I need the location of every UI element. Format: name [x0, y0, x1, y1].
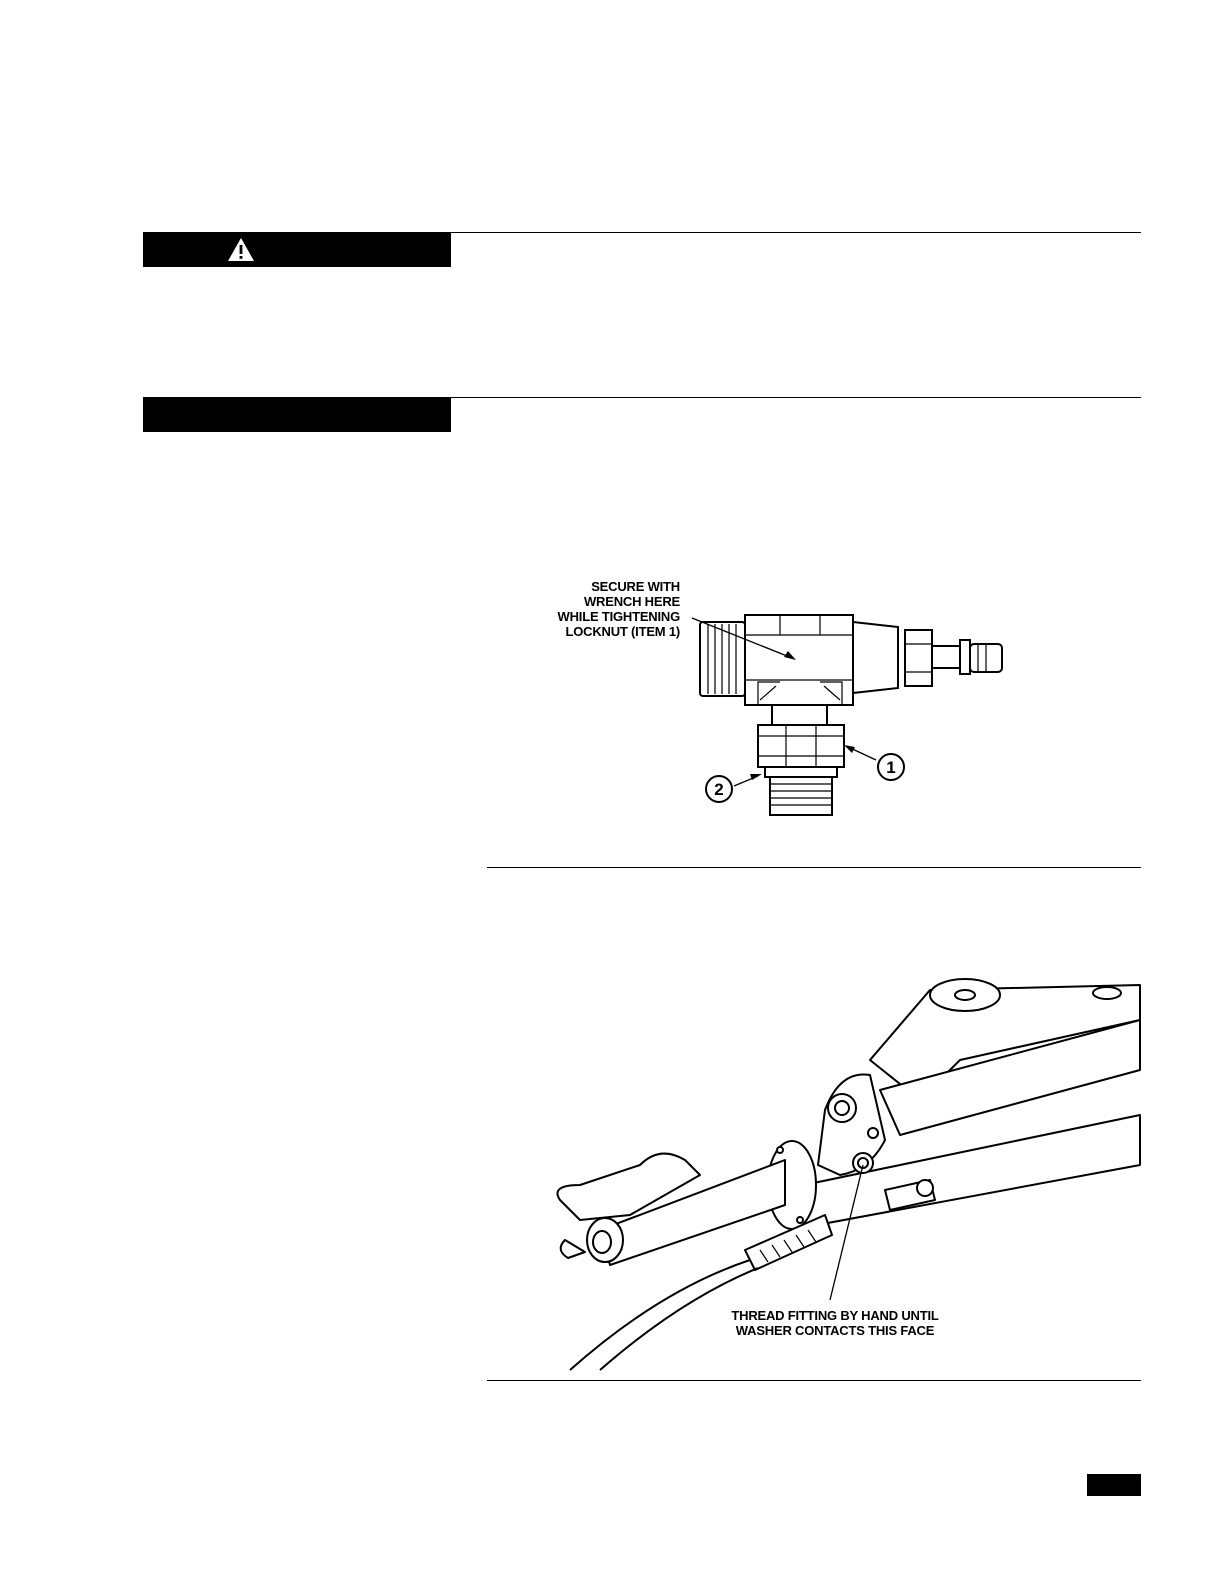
- page-tab: [1087, 1474, 1141, 1496]
- figure2-rule: [487, 1380, 1141, 1381]
- figure2-annotation: [720, 1308, 950, 1338]
- figure1-rule: [487, 867, 1141, 868]
- figure1-annotation-line: WHILE TIGHTENING: [557, 609, 680, 624]
- item-2-callout: [704, 774, 734, 804]
- figure2-annotation-line: WASHER CONTACTS THIS FACE: [735, 1323, 935, 1338]
- item-1-number: 1: [886, 758, 896, 777]
- figure1-annotation: [520, 579, 680, 639]
- item-1-callout: [876, 752, 906, 782]
- section-bar: [143, 397, 451, 432]
- figure2-annotation-line: THREAD FITTING BY HAND UNTIL: [731, 1308, 939, 1323]
- figure1-annotation-line: WRENCH HERE: [583, 594, 680, 609]
- figure1-annotation-line: LOCKNUT (ITEM 1): [565, 624, 680, 639]
- warning-bar: [143, 232, 451, 267]
- warning-rule: [451, 232, 1141, 233]
- figure1-annotation-line: SECURE WITH: [591, 579, 680, 594]
- warning-triangle-icon: [227, 237, 255, 263]
- section-rule: [451, 397, 1141, 398]
- item-2-number: 2: [714, 780, 724, 799]
